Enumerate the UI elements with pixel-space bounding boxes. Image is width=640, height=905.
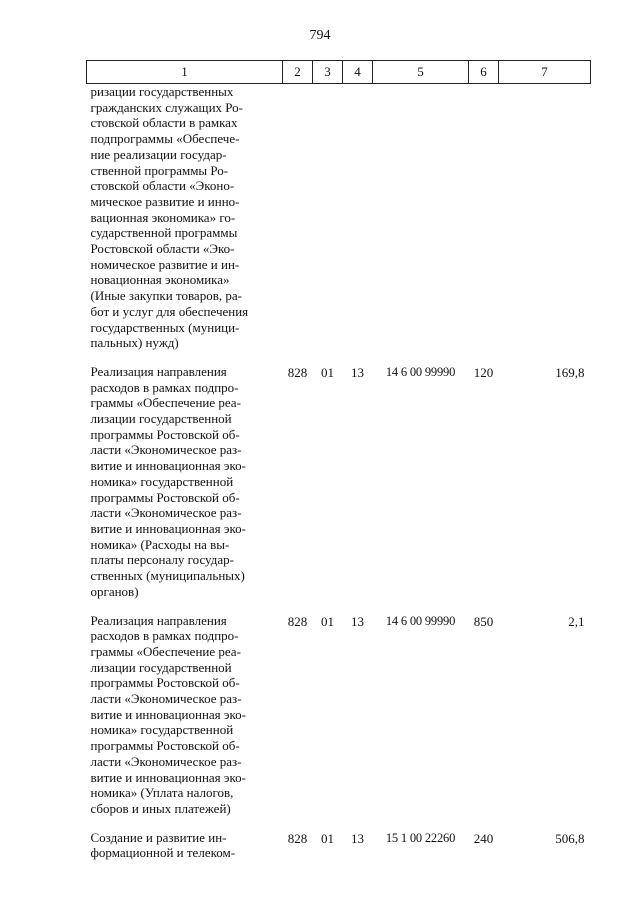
header-col-7: 7 [499, 61, 591, 84]
header-row [87, 61, 591, 84]
header-col-6: 6 [469, 61, 499, 84]
row-spacer [87, 817, 591, 830]
row-expense-type [469, 84, 499, 351]
row-subsection-code: 13 [351, 830, 364, 846]
description-line: государственных (муници- [90, 319, 240, 335]
description-line: программы Ростовской об- [90, 738, 240, 754]
description-line: номика» государственной [90, 722, 234, 738]
description-line: номическое развитие и ин- [90, 256, 240, 272]
description-line: (Иные закупки товаров, ра- [90, 288, 242, 304]
row-amount [499, 84, 591, 351]
table-row [87, 364, 591, 600]
row-target-article [373, 84, 469, 351]
description-line: Ростовской области «Эко- [90, 241, 235, 257]
table-row [87, 84, 591, 351]
description-line: формационной и телеком- [90, 845, 236, 861]
row-ministry-code [283, 84, 313, 351]
row-target-article: 14 6 00 99990 [385, 364, 456, 379]
row-amount: 506,8 [555, 830, 585, 846]
description-line: органов) [90, 583, 139, 599]
description-line: Реализация направления [90, 363, 227, 379]
description-line: сборов и иных платежей) [90, 800, 231, 816]
description-line: новационная экономика» [90, 272, 230, 288]
header-col-1: 1 [87, 61, 283, 84]
row-expense-type: 120 [473, 364, 494, 380]
header-col-3: 3 [313, 61, 343, 84]
row-target-article: 15 1 00 22260 [385, 830, 456, 845]
description-line: номика» (Уплата налогов, [90, 785, 234, 801]
description-line: программы Ростовской об- [90, 489, 240, 505]
header-col-5: 5 [373, 61, 469, 84]
header-col-2: 2 [283, 61, 313, 84]
description-line: витие и инновационная эко- [90, 769, 246, 785]
description-line: мическое развитие и инно- [90, 193, 240, 209]
description-line: стовской области в рамках [90, 115, 238, 131]
row-ministry-code: 828 [287, 830, 308, 846]
description-line: ласти «Экономическое раз- [90, 505, 242, 521]
row-description [87, 613, 283, 817]
description-line: витие и инновационная эко- [90, 706, 246, 722]
description-line: пальных) нужд) [90, 335, 179, 351]
row-amount: 2,1 [568, 613, 585, 629]
description-line: Создание и развитие ин- [90, 829, 227, 845]
row-subsection-code [343, 84, 373, 351]
row-expense-type: 240 [473, 830, 494, 846]
description-line: программы Ростовской об- [90, 675, 240, 691]
page-number: 794 [309, 28, 331, 43]
description-line: программы Ростовской об- [90, 426, 240, 442]
budget-table [86, 60, 591, 861]
row-section-code: 01 [321, 613, 334, 629]
row-description [87, 830, 283, 861]
description-line: ственных (муниципальных) [90, 568, 245, 584]
row-subsection-code: 13 [351, 364, 364, 380]
description-line: бот и услуг для обеспечения [90, 303, 249, 319]
row-ministry-code: 828 [287, 613, 308, 629]
row-description [87, 364, 283, 600]
description-line: вационная экономика» го- [90, 209, 236, 225]
row-target-article: 14 6 00 99990 [385, 613, 456, 628]
row-subsection-code: 13 [351, 613, 364, 629]
table-row [87, 613, 591, 817]
row-section-code: 01 [321, 364, 334, 380]
description-line: стовской области «Эконо- [90, 178, 235, 194]
description-line: гражданских служащих Ро- [90, 99, 244, 115]
row-spacer [87, 351, 591, 364]
description-line: граммы «Обеспечение реа- [90, 643, 241, 659]
row-description [87, 84, 283, 351]
description-line: витие и инновационная эко- [90, 458, 246, 474]
description-line: лизации государственной [90, 659, 232, 675]
description-line: номика» (Расходы на вы- [90, 536, 230, 552]
description-line: номика» государственной [90, 473, 234, 489]
description-line: Реализация направления [90, 612, 227, 628]
description-line: ризации государственных [90, 84, 234, 99]
row-section-code: 01 [321, 830, 334, 846]
description-line: расходов в рамках подпро- [90, 628, 239, 644]
description-line: граммы «Обеспечение реа- [90, 395, 241, 411]
description-line: ласти «Экономическое раз- [90, 753, 242, 769]
description-line: ние реализации государ- [90, 146, 227, 162]
header-col-4: 4 [343, 61, 373, 84]
table-row [87, 830, 591, 861]
description-line: сударственной программы [90, 225, 238, 241]
row-ministry-code: 828 [287, 364, 308, 380]
row-spacer [87, 600, 591, 613]
description-line: ласти «Экономическое раз- [90, 442, 242, 458]
description-line: платы персоналу государ- [90, 552, 234, 568]
description-line: подпрограммы «Обеспече- [90, 131, 240, 147]
description-line: расходов в рамках подпро- [90, 379, 239, 395]
row-section-code [313, 84, 343, 351]
description-line: витие и инновационная эко- [90, 520, 246, 536]
description-line: лизации государственной [90, 411, 232, 427]
row-amount: 169,8 [555, 364, 585, 380]
description-line: ласти «Экономическое раз- [90, 691, 242, 707]
description-line: ственной программы Ро- [90, 162, 229, 178]
row-expense-type: 850 [473, 613, 494, 629]
